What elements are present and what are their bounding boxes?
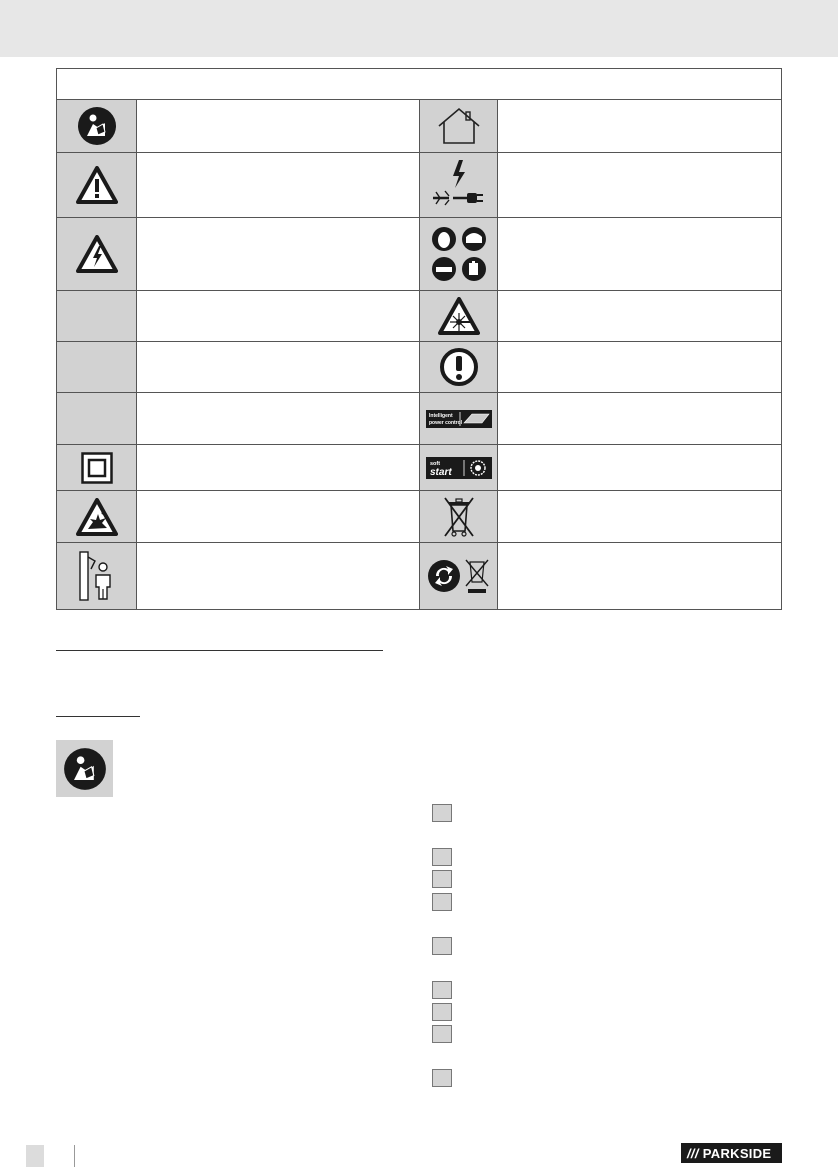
read-manual-icon (56, 740, 113, 797)
symbol-description (137, 342, 420, 393)
part-number-box (432, 981, 452, 999)
empty-icon-cell (57, 342, 137, 393)
read-manual-icon (57, 100, 137, 153)
symbol-description (498, 393, 781, 445)
symbol-description (498, 445, 781, 491)
section-heading-underline (56, 650, 383, 651)
empty-icon-cell (57, 291, 137, 342)
symbol-description (137, 393, 420, 445)
empty-icon-cell (57, 393, 137, 445)
subsection-heading-underline (56, 716, 140, 717)
footer-divider (74, 1145, 75, 1167)
part-number-box (432, 870, 452, 888)
part-number-box (432, 893, 452, 911)
part-number-box (432, 804, 452, 822)
recycling-icon (420, 543, 498, 609)
symbol-description (498, 153, 781, 218)
part-number-box (432, 1003, 452, 1021)
symbol-table-title-row (57, 69, 781, 100)
symbol-description (137, 291, 420, 342)
part-number-box (432, 937, 452, 955)
brand-slashes: /// (687, 1145, 699, 1161)
svg-text:Intelligent: Intelligent (428, 412, 453, 419)
symbol-description (498, 342, 781, 393)
symbol-description (498, 100, 781, 153)
svg-text:power control: power control (428, 419, 462, 426)
no-household-waste-icon (420, 491, 498, 543)
laser-warning-icon (420, 291, 498, 342)
part-number-box (432, 1025, 452, 1043)
parkside-logo (681, 1143, 782, 1163)
explosion-warning-icon (57, 491, 137, 543)
symbol-description (137, 153, 420, 218)
part-number-box (432, 1069, 452, 1087)
keep-children-away-icon (57, 543, 137, 609)
intelligent-power-control-icon (420, 393, 498, 445)
symbol-description (137, 491, 420, 543)
symbol-description (498, 218, 781, 291)
electric-plug-icon (420, 153, 498, 218)
protection-class-ii-icon (57, 445, 137, 491)
symbol-table (56, 68, 782, 610)
symbol-description (498, 491, 781, 543)
important-notice-icon (420, 342, 498, 393)
svg-text:start: start (429, 466, 452, 478)
symbol-description (498, 291, 781, 342)
brand-name: PARKSIDE (702, 1145, 772, 1161)
house-icon (420, 100, 498, 153)
symbol-description (137, 445, 420, 491)
part-number-box (432, 848, 452, 866)
page-number-box (26, 1145, 44, 1167)
ppe-icon (420, 218, 498, 291)
page-header-band (0, 0, 838, 57)
soft-start-icon (420, 445, 498, 491)
symbol-description (498, 543, 781, 609)
symbol-description (137, 100, 420, 153)
warning-triangle-icon (57, 153, 137, 218)
svg-text:soft: soft (429, 460, 440, 467)
symbol-description (137, 218, 420, 291)
electric-shock-warning-icon (57, 218, 137, 291)
symbol-description (137, 543, 420, 609)
